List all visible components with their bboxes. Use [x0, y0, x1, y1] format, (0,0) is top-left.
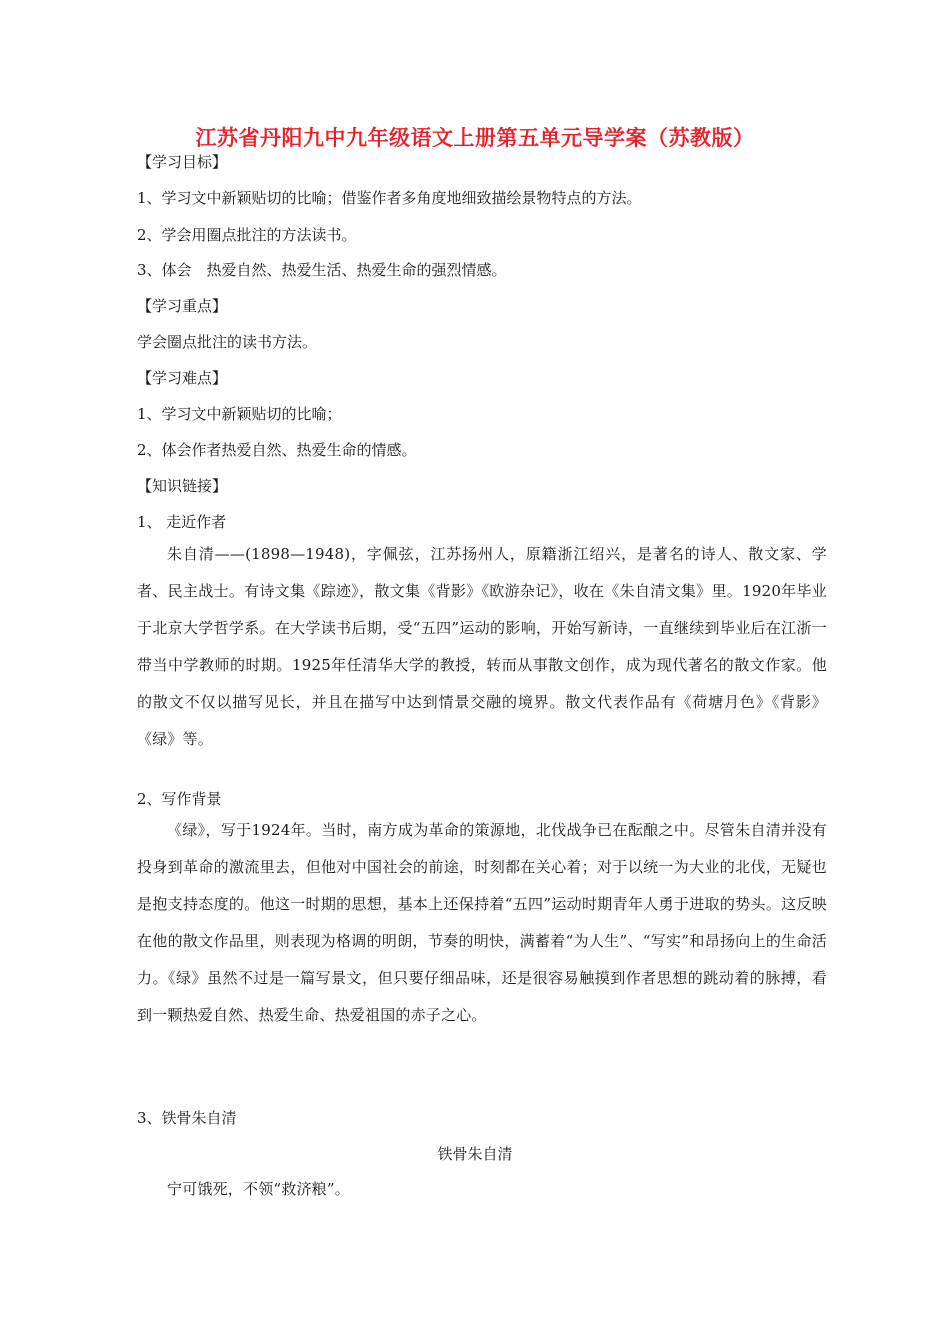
section3-subheading: 铁骨朱自清: [437, 1145, 513, 1163]
knowledge-heading: 【知识链接】: [137, 477, 228, 495]
key-points-text: 学会圈点批注的读书方法。: [137, 333, 318, 351]
objectives-heading: 【学习目标】: [137, 153, 228, 171]
key-points-heading: 【学习重点】: [137, 297, 228, 315]
objective-item-1: 1、学习文中新颖贴切的比喻；借鉴作者多角度地细致描绘景物特点的方法。: [137, 189, 642, 207]
objective-item-3: 3、体会 热爱自然、热爱生活、热爱生命的强烈情感。: [137, 261, 507, 279]
section2-title: 2、写作背景: [137, 790, 222, 808]
difficulty-item-2: 2、体会作者热爱自然、热爱生命的情感。: [137, 441, 417, 459]
difficulty-item-1: 1、学习文中新颖贴切的比喻；: [137, 405, 342, 423]
section1-title: 1、 走近作者: [137, 513, 227, 531]
section3-title: 3、铁骨朱自清: [137, 1109, 237, 1127]
section2-paragraph: 《绿》，写于1924年。当时，南方成为革命的策源地，北伐战争已在酝酿之中。尽管朱自清并没有投身到革命的激流里去，但他对中国社会的前途，时刻都在关心着；对于以统一为大业的北伐，无疑也是抱支持态度的。他这一时期的思想，基本上还保持着“五四”运动时期青年人勇于进取的势头。这反映在他的散文作品里，则表现为格调的明朗，节奏的明快，满蓄着“为人生”、“写实”和昂扬向上的生命活力。《绿》虽然不过是一篇写景文，但只要仔细品味，还是很容易触摸到作者思想的跳动着的脉搏，看到一颗热爱自然、热爱生命、热爱祖国的赤子之心。: [137, 821, 827, 1024]
document-title: 江苏省丹阳九中九年级语文上册第五单元导学案（苏教版）: [195, 126, 755, 150]
objective-item-2: 2、学会用圈点批注的方法读书。: [137, 226, 357, 244]
section1-paragraph: 朱自清——(1898—1948)，字佩弦，江苏扬州人，原籍浙江绍兴，是著名的诗人、散文家、学者、民主战士。有诗文集《踪迹》，散文集《背影》《欧游杂记》，收在《朱自清文集》里。1920年毕业于北京大学哲学系。在大学读书后期，受“五四”运动的影响，开始写新诗，一直继续到毕业后在江浙一带当中学教师的时期。1925年任清华大学的教授，转而从事散文创作，成为现代著名的散文作家。他的散文不仅以描写见长，并且在描写中达到情景交融的境界。散文代表作品有《荷塘月色》《背影》《绿》等。: [137, 545, 827, 748]
difficulties-heading: 【学习难点】: [137, 369, 228, 387]
section3-paragraph: 宁可饿死，不领“救济粮”。: [167, 1180, 350, 1198]
